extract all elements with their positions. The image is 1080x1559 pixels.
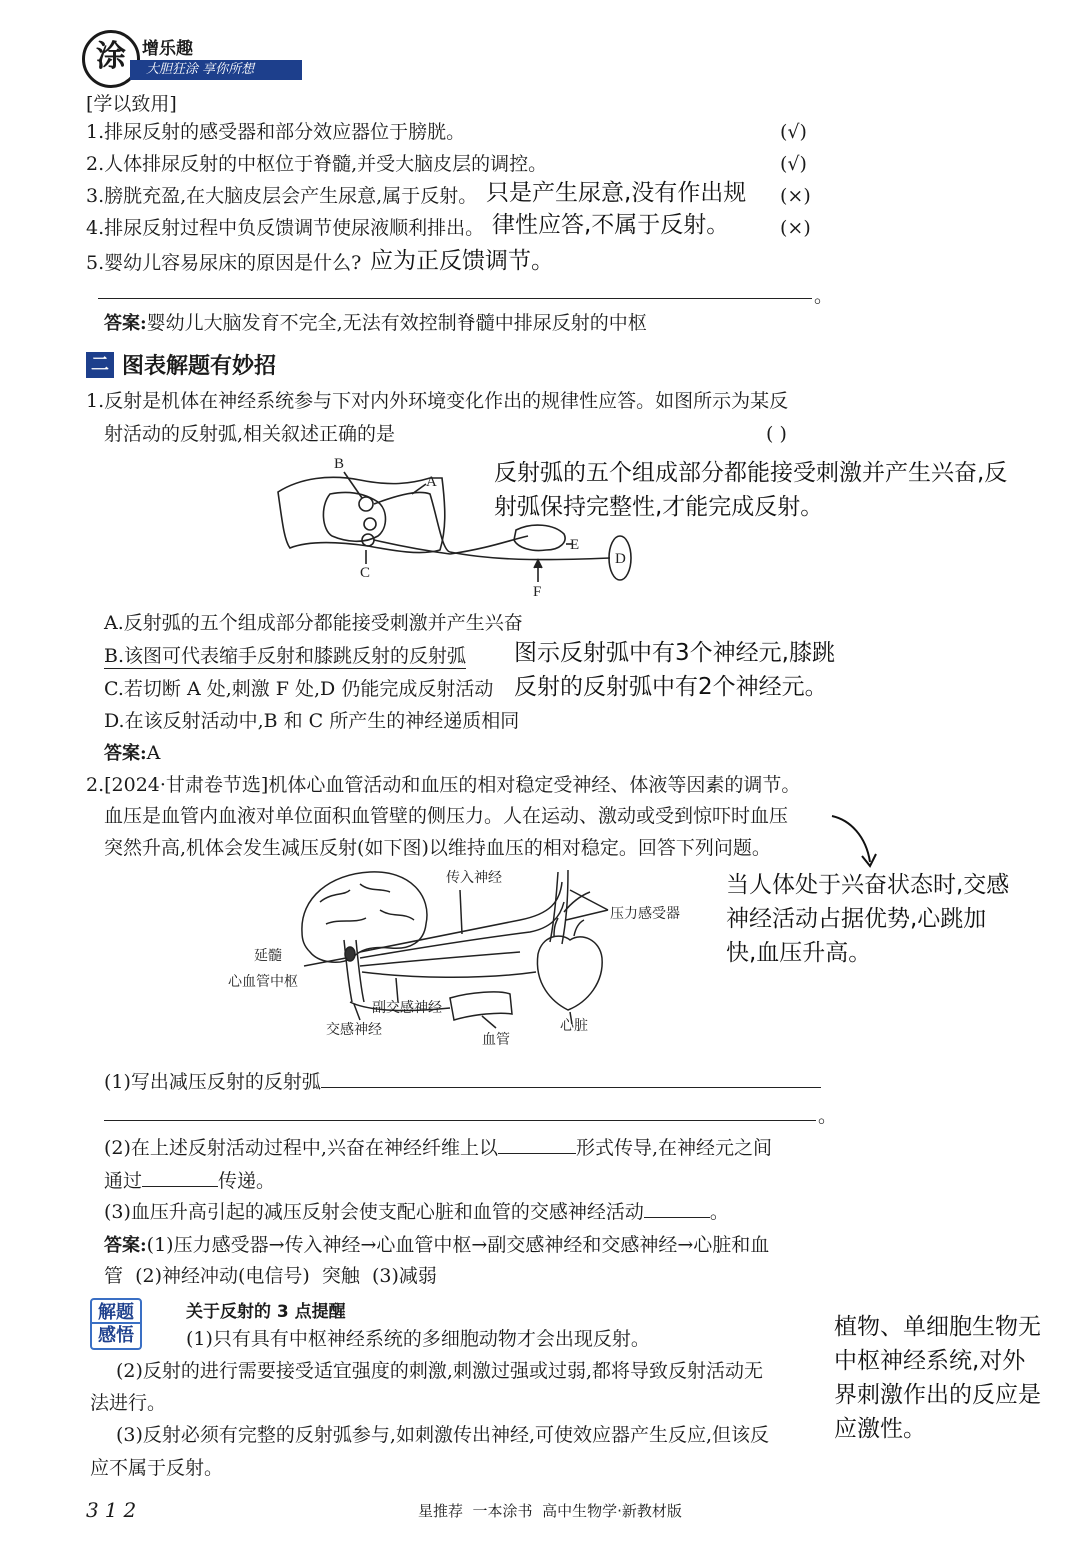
nerve-to-periphery: [450, 552, 610, 560]
q2-stem-line1: 2.[2024·甘肃卷节选]机体心血管活动和血压的相对稳定受神经、体液等因素的调节。: [86, 774, 801, 796]
tips-note-3: 界刺激作出的反应是: [834, 1382, 1041, 1408]
leader-parasym: [396, 978, 398, 1002]
label-medulla: 延髓: [254, 948, 282, 964]
tips-note-2: 中枢神经系统,对外: [834, 1348, 1026, 1374]
q2-sub2-line1: [104, 1135, 772, 1160]
medulla-center: [345, 947, 355, 961]
label-afferent: 传入神经: [446, 870, 502, 886]
q1-answer-label: 答案:: [104, 743, 147, 764]
answer-5: [104, 311, 647, 336]
q2-sub1: [104, 1069, 821, 1094]
q1-note-1: 反射弧的五个组成部分都能接受刺激并产生兴奋,反: [494, 460, 1008, 486]
q2-stem-line2: 血压是血管内血液对单位面积血管壁的侧压力。人在运动、激动或受到惊吓时血压: [104, 805, 789, 827]
q2-answer-text1: (1)压力感受器→传入神经→心血管中枢→副交感神经和交感神经→心脏和血: [146, 1234, 770, 1256]
label-vessel: 血管: [482, 1032, 510, 1048]
q1-stem-line1: 1.反射是机体在神经系统参与下对内外环境变化作出的规律性应答。如图所示为某反: [86, 390, 789, 412]
q2-sub2-blank1: [498, 1135, 576, 1154]
question-5-blank: [98, 298, 812, 299]
tips-p1: (1)只有具有中枢神经系统的多细胞动物才会出现反射。: [186, 1328, 650, 1350]
question-5-note: 应为正反馈调节。: [370, 248, 554, 274]
header-brand: 增乐趣: [142, 39, 193, 59]
header-slogan: 大胆狂涂 享你所想: [130, 60, 302, 80]
q2-note-2: 神经活动占据优势,心跳加: [726, 906, 987, 932]
q2-sub1-blank: [321, 1069, 821, 1088]
question-5-end: 。: [814, 285, 834, 307]
q1-answer: [104, 741, 160, 766]
brain-folds: [320, 884, 414, 924]
q1-answer-text: A: [146, 742, 161, 764]
label-baroreceptor: 压力感受器: [610, 906, 680, 922]
q1-option-b-text: B.该图可代表缩手反射和膝跳反射的反射弧: [104, 645, 467, 667]
statement-4: 4.排尿反射过程中负反馈调节使尿液顺利排出。: [86, 217, 485, 239]
tips-p3-line1: (3)反射必须有完整的反射弧参与,如刺激传出神经,可使效应器产生反应,但该反: [116, 1424, 770, 1446]
tips-note-1: 植物、单细胞生物无: [834, 1314, 1041, 1340]
heart-vessels: [554, 918, 584, 936]
statement-4-mark: (×): [780, 217, 811, 239]
label-b: B: [334, 456, 345, 472]
q2-sub2-blank2: [142, 1168, 218, 1187]
tips-badge-top: 解题: [90, 1298, 142, 1324]
q1-option-b: [104, 644, 466, 668]
blood-vessel: [450, 992, 512, 1020]
footer-book: 星推荐 一本涂书 高中生物学·新教材版: [418, 1502, 682, 1520]
answer-label: 答案:: [104, 313, 147, 334]
q1-note-2: 射弧保持完整性,才能完成反射。: [494, 494, 824, 520]
q2-sub2-line2: [104, 1168, 275, 1193]
label-f: F: [533, 584, 542, 600]
q2-sub3-a: (3)血压升高引起的减压反射会使支配心脏和血管的交感神经活动: [104, 1201, 644, 1223]
neuron-interneuron: [364, 518, 376, 530]
label-a: A: [426, 474, 437, 490]
label-parasym: 副交感神经: [372, 1000, 442, 1016]
q2-sub3-b: 。: [709, 1201, 729, 1223]
q1-bracket: ( ): [766, 423, 787, 445]
q2-sub2-c: 通过: [104, 1170, 143, 1192]
q1-option-c: C.若切断 A 处,刺激 F 处,D 仍能完成反射活动: [104, 678, 494, 700]
grey-matter: [323, 492, 385, 541]
q2-note-1: 当人体处于兴奋状态时,交感: [726, 872, 1010, 898]
statement-3: 3.膀胱充盈,在大脑皮层会产生尿意,属于反射。: [86, 185, 478, 207]
leader-baro-2: [566, 910, 608, 920]
leader-b: [344, 472, 362, 498]
q1-option-d: D.在该反射活动中,B 和 C 所产生的神经递质相同: [104, 710, 520, 732]
neuron-b: [359, 497, 373, 511]
q1-note-4: 反射的反射弧中有2个神经元。: [514, 674, 828, 700]
q1-stem-line2: 射活动的反射弧,相关叙述正确的是: [104, 423, 396, 445]
tips-p3-line2: 应不属于反射。: [90, 1457, 224, 1479]
q2-sub1-text: (1)写出减压反射的反射弧: [104, 1071, 321, 1093]
label-e: E: [570, 537, 580, 553]
label-center: 心血管中枢: [228, 974, 298, 990]
statement-1: 1.排尿反射的感受器和部分效应器位于膀胱。: [86, 121, 466, 143]
learn-apply-title: [学以致用]: [86, 93, 177, 115]
leader-afferent: [460, 890, 462, 934]
tips-title: 关于反射的 3 点提醒: [186, 1302, 346, 1322]
q2-sub3-blank: [644, 1199, 710, 1218]
nerve-to-receptor: [450, 536, 528, 554]
statement-3-note: 只是产生尿意,没有作出规: [486, 180, 747, 206]
q2-sub2-d: 传递。: [218, 1170, 276, 1192]
baroreflex-diagram: [220, 862, 720, 1050]
q2-answer-label: 答案:: [104, 1235, 147, 1256]
q2-stem-line3: 突然升高,机体会发生减压反射(如下图)以维持血压的相对稳定。回答下列问题。: [104, 837, 771, 859]
q2-note-3: 快,血压升高。: [726, 940, 872, 966]
label-d: D: [615, 551, 626, 567]
header-logo: 涂: [82, 30, 140, 88]
heart-outline: [537, 936, 602, 1010]
label-sym: 交感神经: [326, 1022, 382, 1038]
tips-p2-line2: 法进行。: [90, 1392, 167, 1414]
q1-note-3: 图示反射弧中有3个神经元,膝跳: [514, 640, 835, 666]
leader-vessel: [482, 1016, 496, 1028]
q2-sub2-b: 形式传导,在神经元之间: [575, 1137, 773, 1159]
section-title: 图表解题有妙招: [122, 354, 277, 379]
q2-answer-line1: [104, 1233, 769, 1258]
label-c: C: [360, 565, 371, 581]
statement-1-mark: (√): [780, 121, 807, 143]
q2-sub3: [104, 1199, 729, 1224]
statement-3-mark: (×): [780, 185, 811, 207]
q2-hand-arrow: [826, 806, 886, 876]
q2-sub2-a: (2)在上述反射活动过程中,兴奋在神经纤维上以: [104, 1137, 498, 1159]
tips-badge-bottom: 感悟: [90, 1324, 142, 1350]
question-5: 5.婴幼儿容易尿床的原因是什么?: [86, 252, 362, 274]
page-number: 312: [86, 1498, 143, 1522]
statement-2-mark: (√): [780, 153, 807, 175]
tips-p2-line1: (2)反射的进行需要接受适宜强度的刺激,刺激过强或过弱,都将导致反射活动无: [116, 1360, 763, 1382]
statement-4-note: 律性应答,不属于反射。: [492, 212, 730, 238]
answer-text: 婴幼儿大脑发育不完全,无法有效控制脊髓中排尿反射的中枢: [146, 312, 647, 334]
q2-sub1-blank2: [104, 1120, 816, 1121]
statement-2: 2.人体排尿反射的中枢位于脊髓,并受大脑皮层的调控。: [86, 153, 548, 175]
leader-sym: [354, 1004, 360, 1020]
q1-option-a: A.反射弧的五个组成部分都能接受刺激并产生兴奋: [104, 612, 523, 634]
section-number: 二: [86, 352, 114, 378]
parasympathetic-nerve: [362, 972, 536, 977]
q2-answer-line2: 管 (2)神经冲动(电信号) 突触 (3)减弱: [104, 1265, 437, 1287]
carotid-artery: [550, 870, 568, 944]
q2-sub1-end: 。: [818, 1105, 838, 1127]
label-heart: 心脏: [560, 1018, 588, 1034]
tips-note-4: 应激性。: [834, 1416, 926, 1442]
arrow-f: [534, 560, 542, 568]
